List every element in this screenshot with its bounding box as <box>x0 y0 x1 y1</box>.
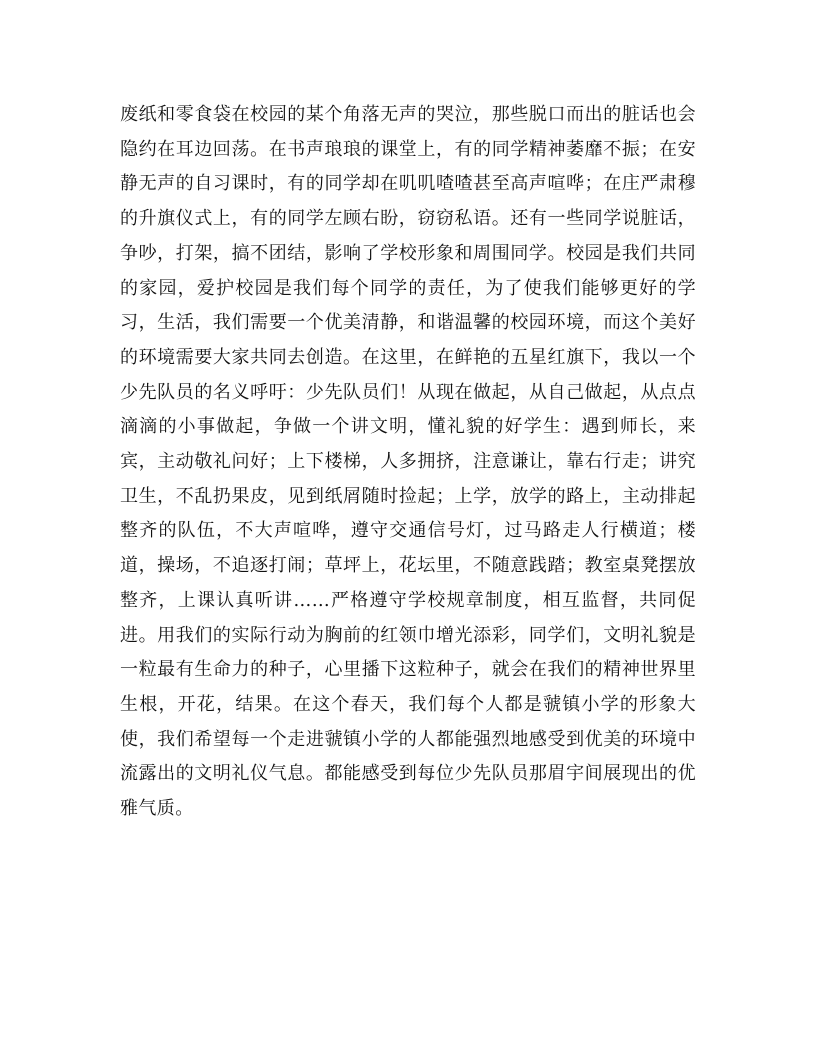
body-paragraph: 废纸和零食袋在校园的某个角落无声的哭泣，那些脱口而出的脏话也会隐约在耳边回荡。在书声琅琅的课堂上，有的同学精神萎靡不振；在安静无声的自习课时，有的同学却在叽叽喳喳甚至高声喧哗；在庄严肃穆的升旗仪式上，有的同学左顾右盼，窃窃私语。还有一些同学说脏话，争吵，打架，搞不团结，影响了学校形象和周围同学。校园是我们共同的家园，爱护校园是我们每个同学的责任，为了使我们能够更好的学习，生活，我们需要一个优美清静，和谐温馨的校园环境，而这个美好的环境需要大家共同去创造。在这里，在鲜艳的五星红旗下，我以一个少先队员的名义呼吁：少先队员们！从现在做起，从自己做起，从点点滴滴的小事做起，争做一个讲文明，懂礼貌的好学生：遇到师长，来宾，主动敬礼问好；上下楼梯，人多拥挤，注意谦让，靠右行走；讲究卫生，不乱扔果皮，见到纸屑随时捡起；上学，放学的路上，主动排起整齐的队伍，不大声喧哗，遵守交通信号灯，过马路走人行横道；楼道，操场，不追逐打闹；草坪上，花坛里，不随意践踏；教室桌凳摆放整齐，上课认真听讲……严格遵守学校规章制度，相互监督，共同促进。用我们的实际行动为胸前的红领巾增光添彩，同学们，文明礼貌是一粒最有生命力的种子，心里播下这粒种子，就会在我们的精神世界里生根，开花，结果。在这个春天，我们每个人都是虢镇小学的形象大使，我们希望每一个走进虢镇小学的人都能强烈地感受到优美的环境中流露出的文明礼仪气息。都能感受到每位少先队员那眉宇间展现出的优雅气质。 <box>120 104 696 820</box>
